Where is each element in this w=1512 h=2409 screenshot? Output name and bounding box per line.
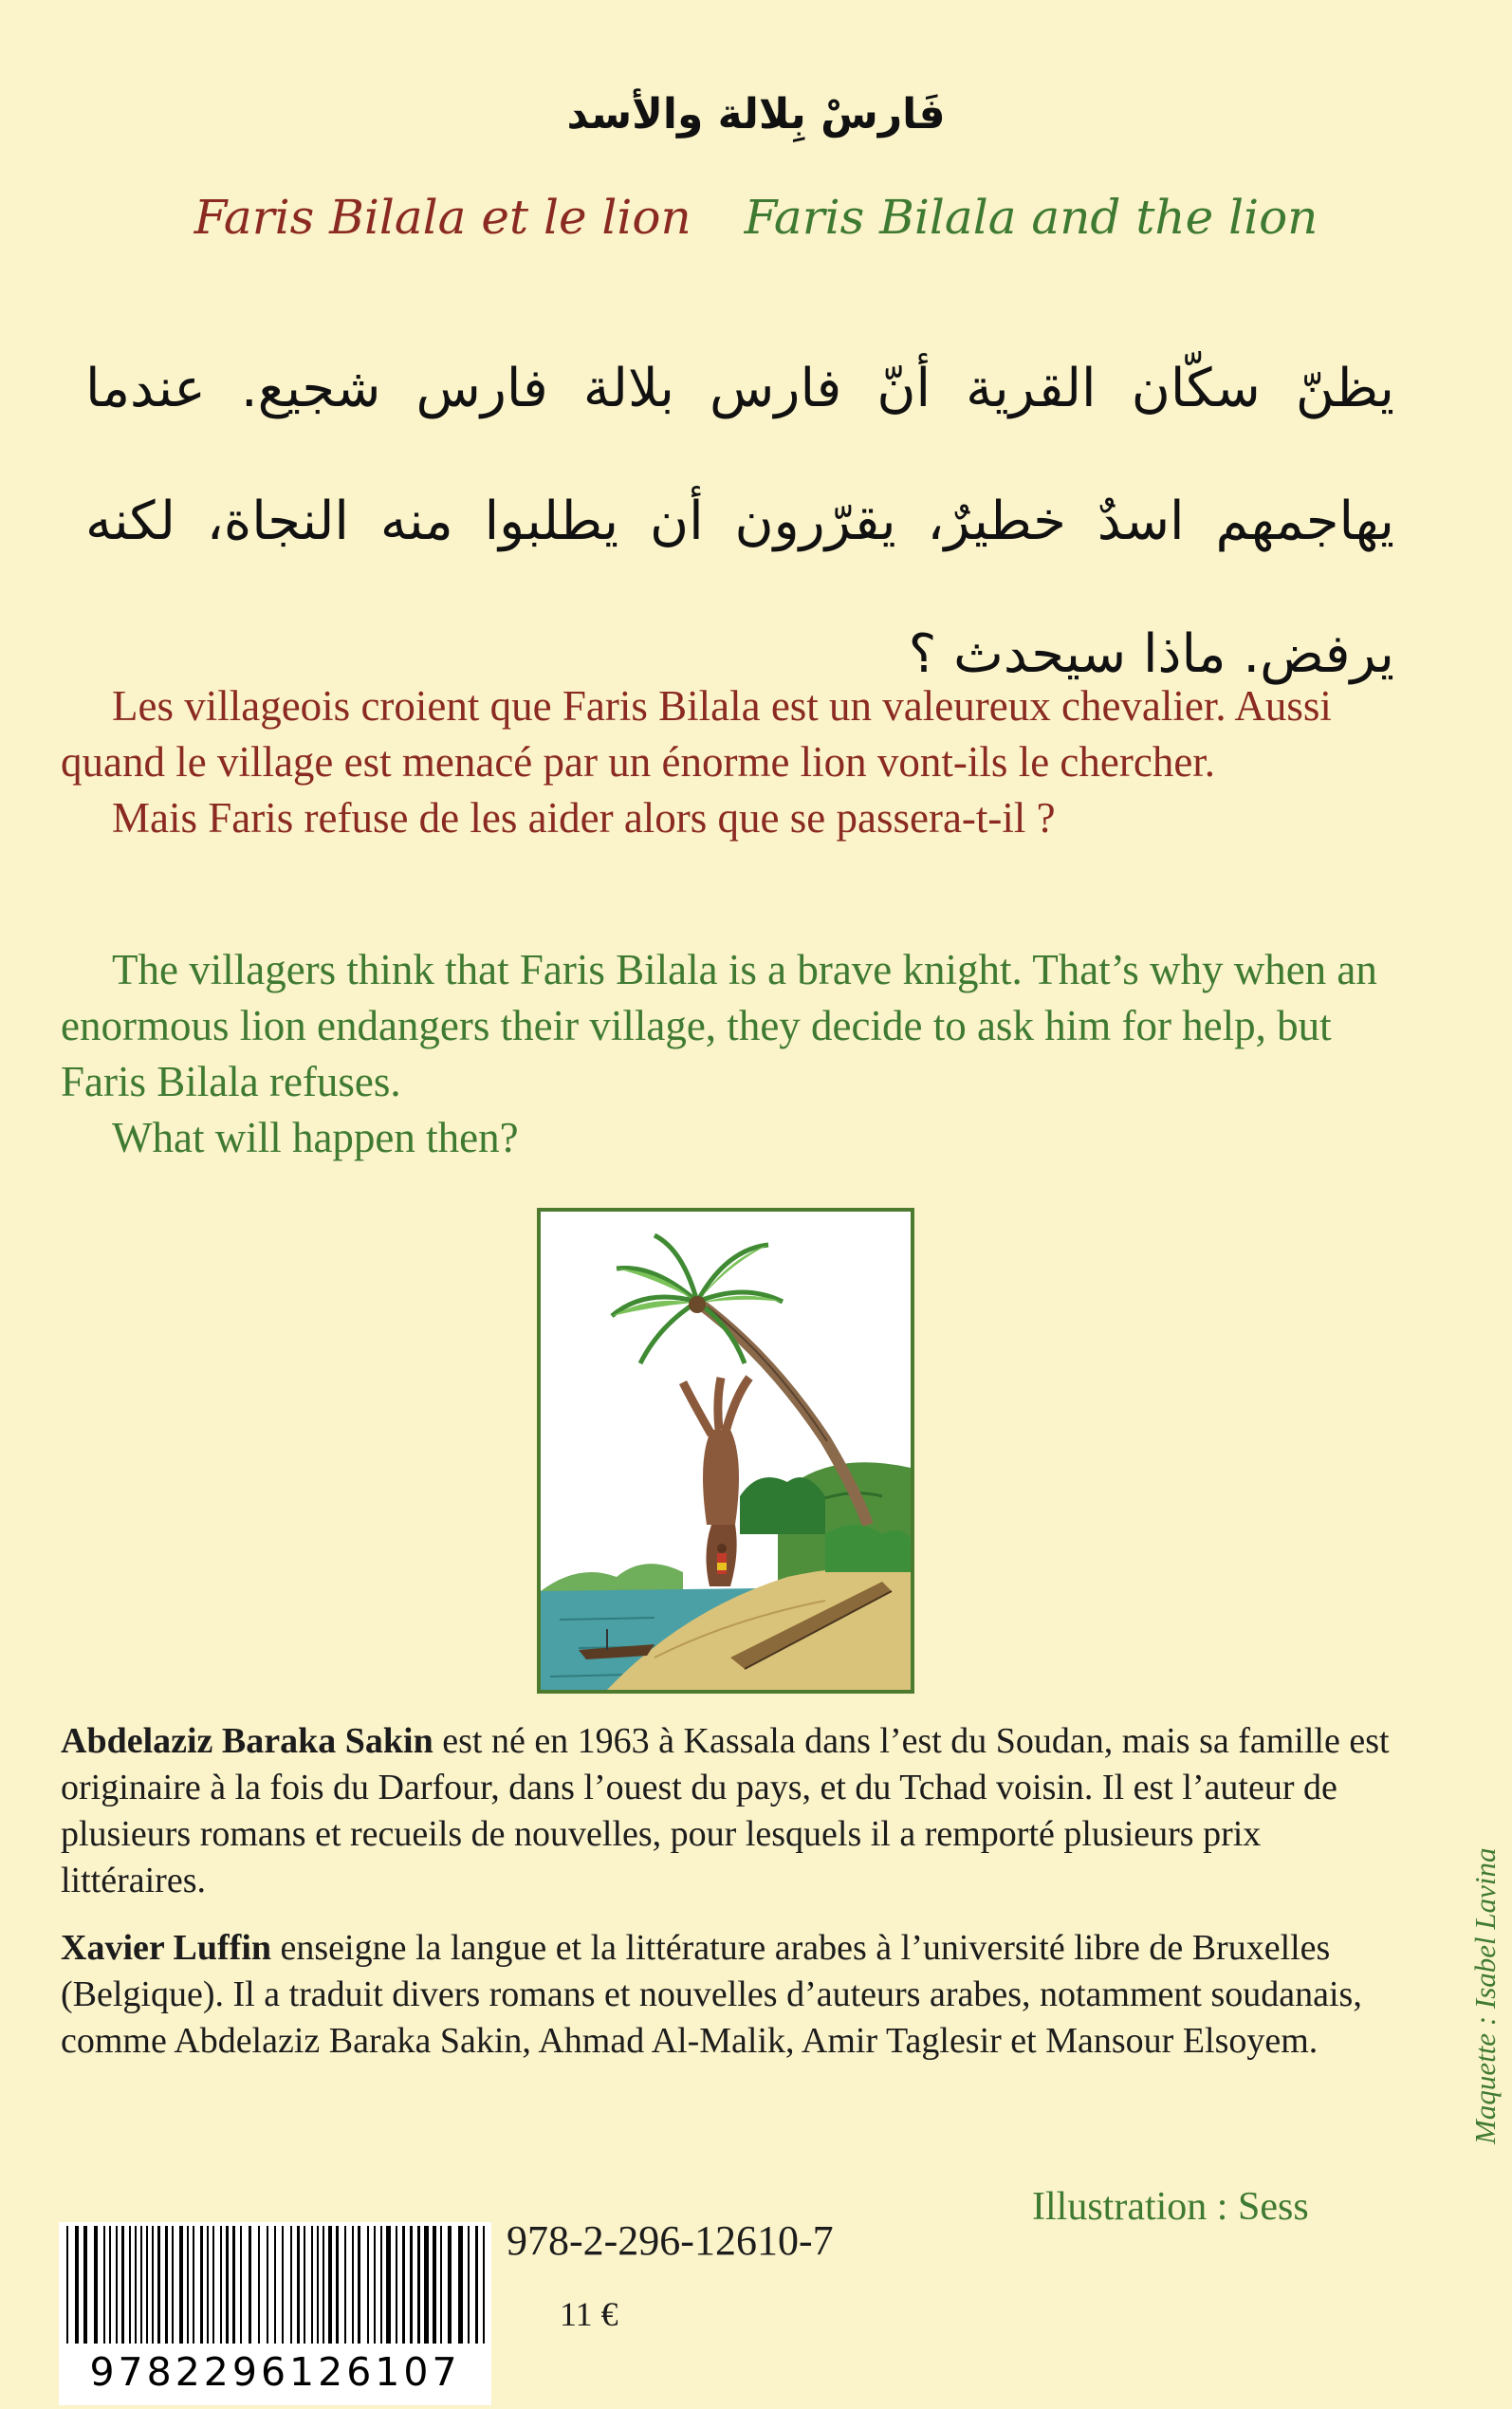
author-name: Abdelaziz Baraka Sakin: [61, 1721, 433, 1761]
barcode-bar: [109, 2226, 111, 2344]
barcode-bar: [165, 2226, 168, 2344]
barcode-bar: [358, 2226, 360, 2344]
barcode-bar: [220, 2226, 222, 2344]
barcode-bar: [207, 2226, 209, 2344]
barcode-bar: [424, 2226, 429, 2344]
palm-tree-river-scene-image: [541, 1212, 911, 1690]
barcode-bar: [402, 2226, 405, 2344]
arabic-title: فَارسْ بِلالة والأسد: [566, 90, 946, 139]
barcode-bar: [475, 2226, 478, 2344]
barcode-bar: [179, 2226, 183, 2344]
cover-illustration: [537, 1208, 914, 1694]
barcode-bar: [440, 2226, 442, 2344]
barcode-bar: [458, 2226, 463, 2344]
barcode-bar: [129, 2226, 131, 2344]
barcode-bar: [75, 2226, 79, 2344]
french-summary: [61, 678, 1417, 846]
barcode-bar: [157, 2226, 160, 2344]
barcode-bar: [396, 2226, 397, 2344]
english-summary-paragraph-1: The villagers think that Faris Bilala is a brave knight. That’s why when an enormous lion endangers their village, they decide to ask him for help, but Faris Bilala refuses.: [61, 946, 1377, 1105]
barcode-bar: [146, 2226, 148, 2344]
barcode-bar: [258, 2226, 260, 2344]
barcode-bar: [187, 2226, 189, 2344]
translator-bio-text: enseigne la langue et la littérature arabes à l’université libre de Bruxelles (Belgique). Il a traduit divers romans et nouvelles d’auteurs arabes, notamment soudanais, comme Abdelaziz Baraka Sakin, Ahmad Al-Malik, Amir Taglesir et Mansour Elsoyem.: [61, 1928, 1362, 2061]
french-summary-paragraph-1: Les villageois croient que Faris Bilala est un valeureux chevalier. Aussi quand le village est menacé par un énorme lion vont-ils le chercher.: [61, 682, 1332, 786]
barcode-bar: [94, 2226, 98, 2344]
barcode-bar: [172, 2226, 174, 2344]
arabic-summary: يظنّ سكّان القرية أنّ فارس بلالة فارس شجيع. عندما يهاجمهم اسدٌ خطيرٌ، يقرّرون أن يطلبوا منه النجاة، لكنه يرفض. ماذا سيحدث ؟: [85, 358, 1394, 685]
barcode-bar: [380, 2226, 382, 2344]
barcode-bar: [317, 2226, 319, 2344]
english-summary: [61, 942, 1417, 1166]
translator-name: Xavier Luffin: [61, 1928, 272, 1968]
barcode-bar: [290, 2226, 292, 2344]
isbn: 978-2-296-12610-7: [507, 2217, 834, 2264]
barcode-bar: [433, 2226, 436, 2344]
barcode-bar: [336, 2226, 339, 2344]
english-summary-paragraph-2: What will happen then?: [112, 1114, 519, 1161]
barcode-bar: [386, 2226, 391, 2344]
barcode-bar: [152, 2226, 154, 2344]
barcode-bar: [103, 2226, 105, 2344]
barcode-bar: [249, 2226, 251, 2344]
barcode-bar: [311, 2226, 313, 2344]
barcode-bar: [304, 2226, 305, 2344]
barcode-bar: [212, 2226, 214, 2344]
barcode-bar: [483, 2226, 485, 2344]
barcode-bar: [267, 2226, 268, 2344]
barcode-bar: [140, 2226, 142, 2344]
french-title: Faris Bilala et le lion: [194, 190, 691, 245]
english-title: Faris Bilala and the lion: [744, 190, 1318, 245]
barcode-bar: [374, 2226, 376, 2344]
author-bio-text: est né en 1963 à Kassala dans l’est du Soudan, mais sa famille est originaire à la fois du Darfour, dans l’ouest du pays, et du Tchad voisin. Il est l’auteur de plusieurs romans et recueils de nouvelles, pour lesquels il a remporté plusieurs prix littéraires.: [61, 1721, 1390, 1900]
barcode-bar: [200, 2226, 203, 2344]
barcode-bar: [193, 2226, 194, 2344]
translator-bio-paragraph: [61, 1925, 1408, 2065]
barcode-bar: [282, 2226, 284, 2344]
author-bio: [61, 1718, 1408, 1904]
barcode-bar: [116, 2226, 118, 2344]
barcode-bar: [328, 2226, 332, 2344]
subtitles: [0, 190, 1512, 245]
barcode-bar: [274, 2226, 276, 2344]
barcode-bar: [232, 2226, 235, 2344]
barcode-bar: [297, 2226, 300, 2344]
barcode-bar: [417, 2226, 420, 2344]
price: 11 €: [560, 2295, 618, 2333]
barcode-bar: [367, 2226, 369, 2344]
barcode-bar: [121, 2226, 124, 2344]
barcode-bar: [66, 2226, 68, 2344]
barcode-bar: [352, 2226, 354, 2344]
barcode-digits: 9782296126107: [89, 2349, 461, 2395]
french-summary-paragraph-2: Mais Faris refuse de les aider alors que se passera-t-il ?: [112, 794, 1056, 842]
barcode-bar: [226, 2226, 229, 2344]
translator-bio: [61, 1925, 1408, 2065]
barcode-bar: [410, 2226, 413, 2344]
barcode-bar: [135, 2226, 137, 2344]
barcode-bar: [323, 2226, 324, 2344]
author-bio-paragraph: [61, 1718, 1408, 1904]
barcode-bar: [448, 2226, 452, 2344]
barcode-bar: [83, 2226, 87, 2344]
illustration-credit: Illustration : Sess: [1032, 2185, 1309, 2229]
barcode-bar: [468, 2226, 470, 2344]
barcode-bar: [240, 2226, 242, 2344]
layout-credit: Maquette : Isabel Lavina: [1468, 1847, 1502, 2144]
barcode-bar: [344, 2226, 346, 2344]
